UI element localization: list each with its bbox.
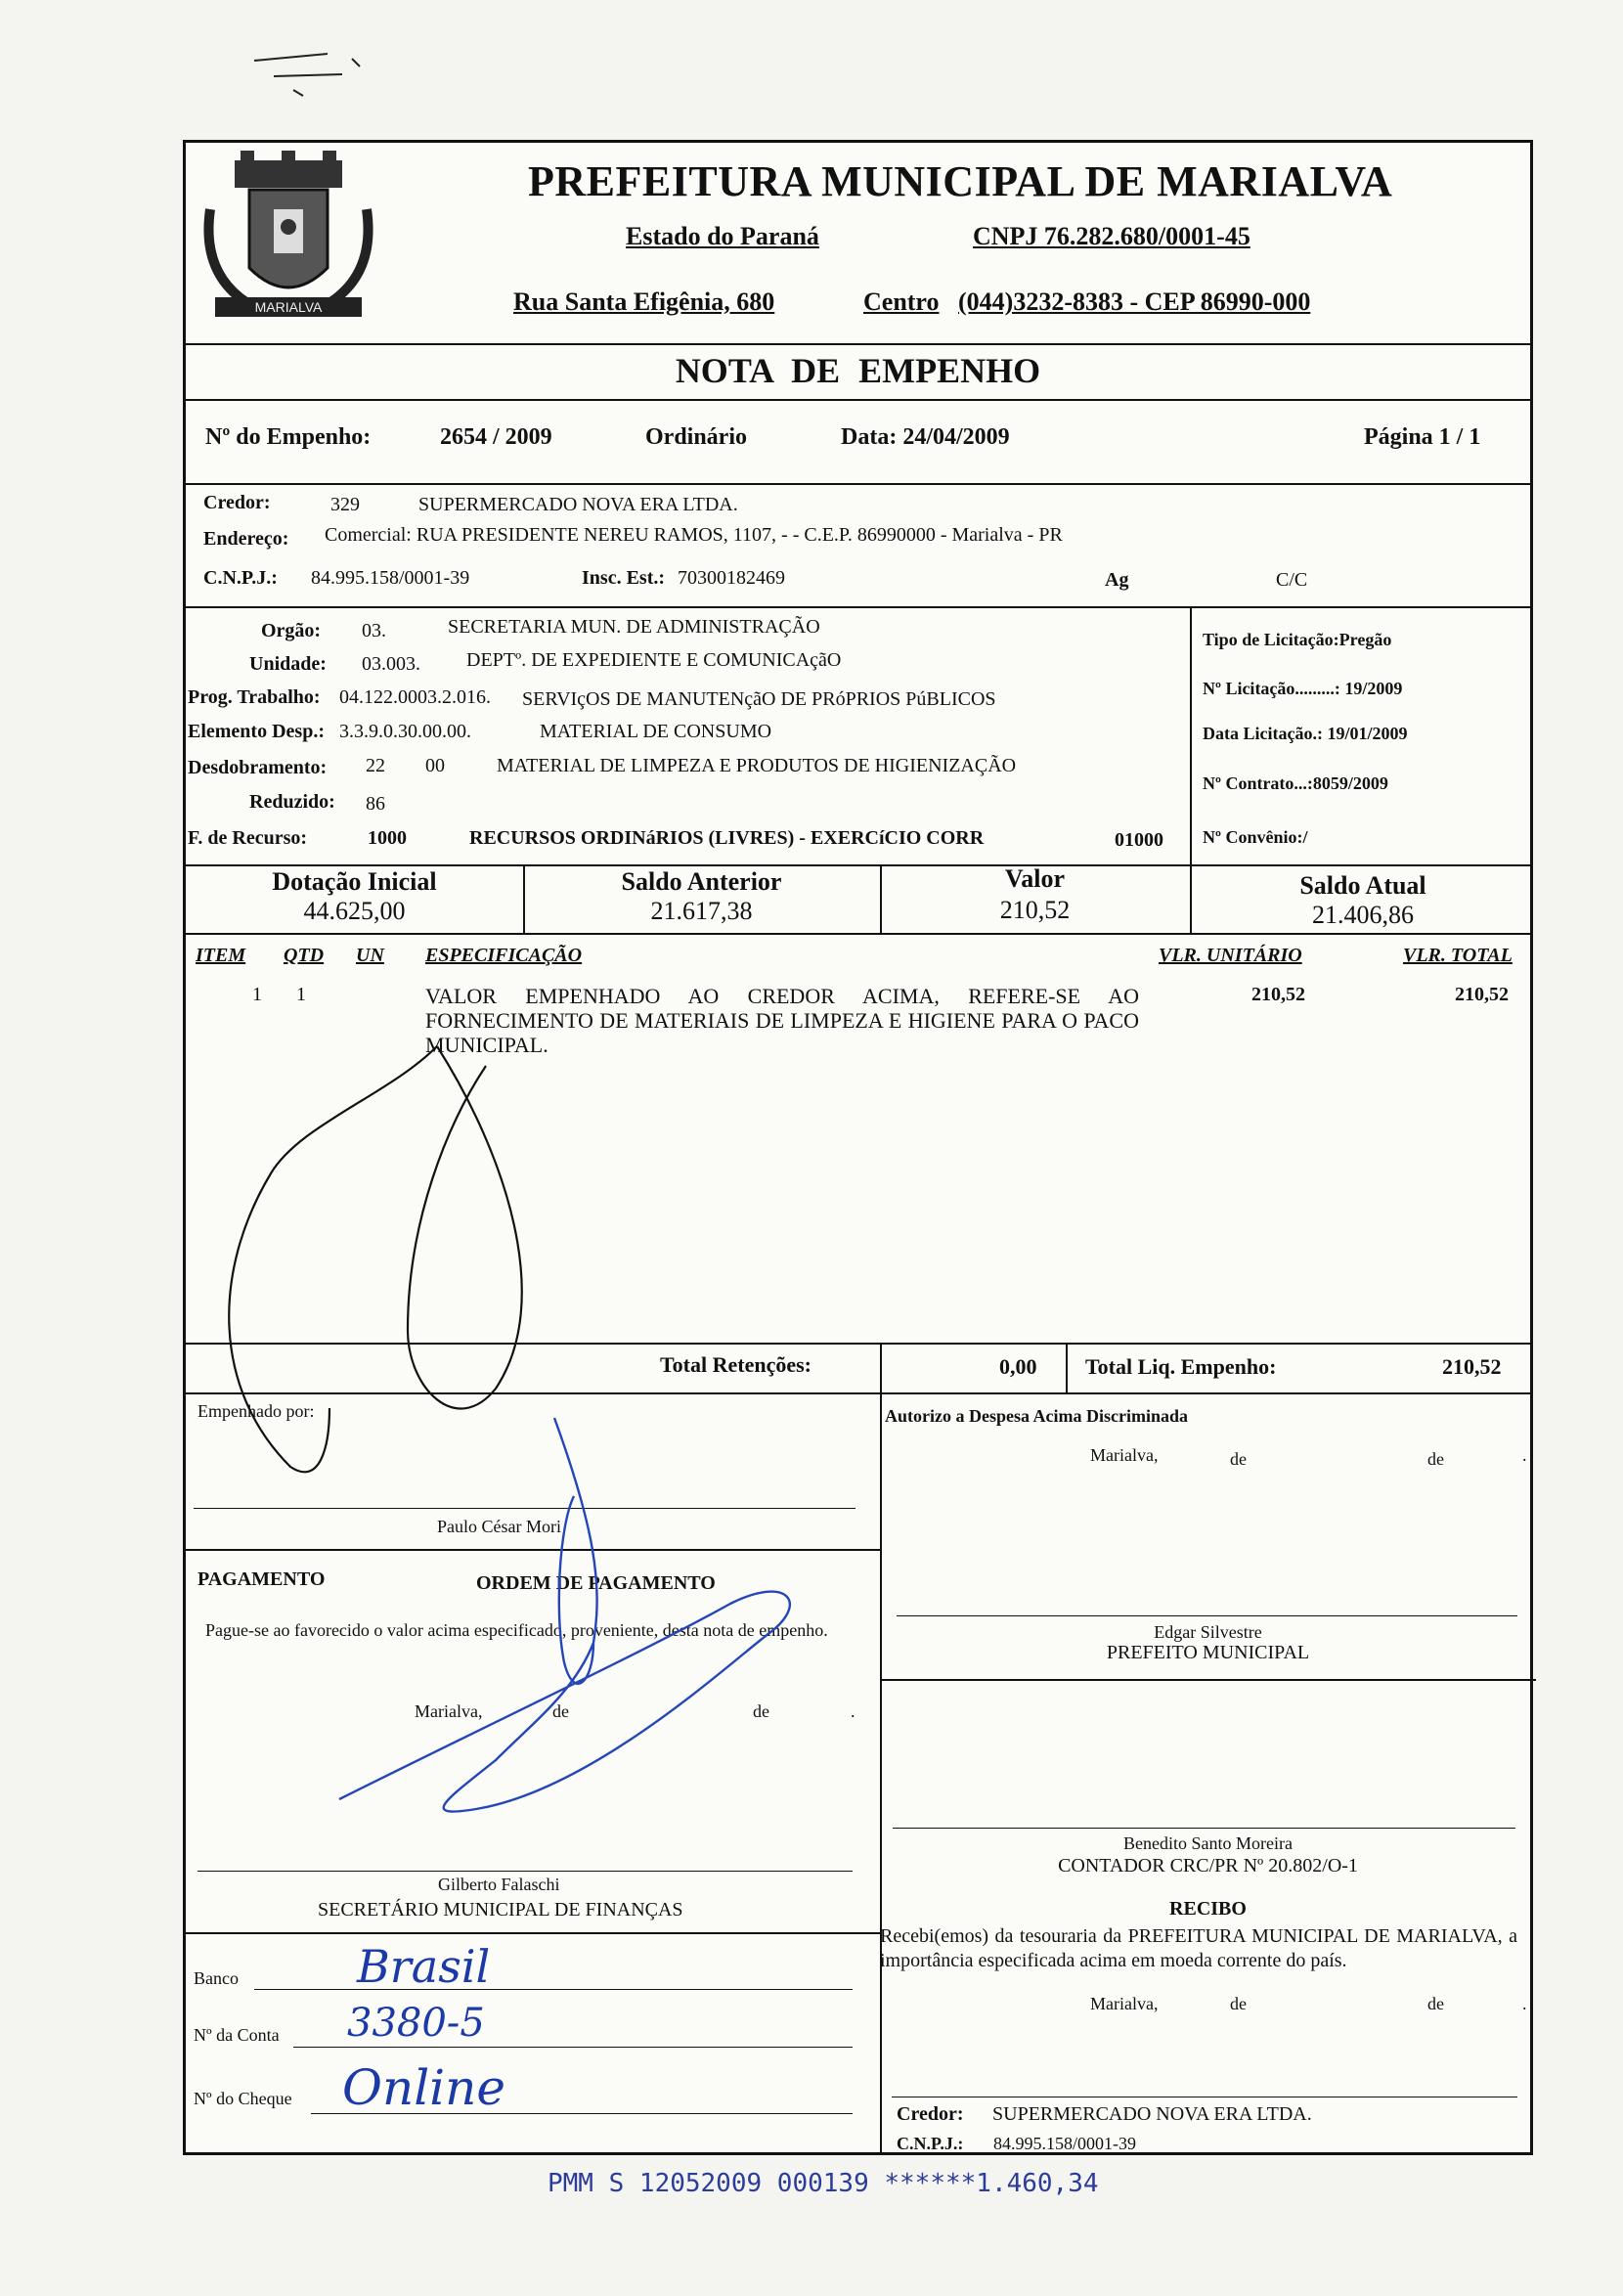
prog-code: 04.122.0003.2.016. [339,686,491,708]
total-liquido-label: Total Liq. Empenho: [1085,1354,1277,1379]
credor-insc: 70300182469 [678,567,785,589]
credor-ag-label: Ag [1105,569,1129,591]
recibo-credor-name: SUPERMERCADO NOVA ERA LTDA. [992,2103,1312,2125]
recibo-de2: de [1427,1994,1444,2013]
pagamento-place: Marialva, [415,1701,483,1721]
col-qtd: QTD [284,945,325,966]
credor-address-label: Endereço: [203,528,289,550]
orgao-code: 03. [362,620,386,641]
recurso-code: 1000 [368,827,407,849]
unidade-label: Unidade: [249,653,327,675]
pague-se-text: Pague-se ao favorecido o valor acima especificado, proveniente, desta nota de empenho. [205,1620,828,1640]
recibo-title: RECIBO [1169,1898,1247,1920]
credor-code: 329 [330,494,360,515]
desdobramento-name: MATERIAL DE LIMPEZA E PRODUTOS DE HIGIENIZAÇÃO [497,755,1017,776]
saldo-atual-value: 21.406,86 [1312,901,1414,929]
cheque-value: Online [342,2059,505,2116]
pagamento-dot: . [851,1701,855,1721]
doc-title: NOTA DE EMPENHO [675,351,1041,390]
item-vlr-unitario: 210,52 [1251,984,1305,1005]
orgao-label: Orgão: [261,620,322,641]
empenhado-por-label: Empenhado por: [197,1401,315,1421]
autorizo-de2: de [1427,1449,1444,1469]
licitacao-numero: Nº Licitação.........: 19/2009 [1203,679,1403,698]
credor-cnpj: 84.995.158/0001-39 [311,567,470,589]
col-item: ITEM [196,945,246,966]
col-vlr-unitario: VLR. UNITÁRIO [1159,945,1302,966]
signature-strokes [183,978,867,1965]
header-phone-cep: (044)3232-8383 - CEP 86990-000 [958,287,1311,316]
credor-address: Comercial: RUA PRESIDENTE NEREU RAMOS, 1107, - - C.E.P. 86990000 - Marialva - PR [325,524,1063,546]
dotacao-inicial-label: Dotação Inicial [272,867,437,896]
col-especificacao: ESPECIFICAÇÃO [425,945,583,966]
ordem-pagamento-label: ORDEM DE PAGAMENTO [476,1572,716,1594]
credor-cnpj-label: C.N.P.J.: [203,567,278,589]
contador-title: CONTADOR CRC/PR Nº 20.802/O-1 [1058,1855,1358,1877]
secretario-name: Gilberto Falaschi [438,1875,560,1894]
header-address: Rua Santa Efigênia, 680 [513,287,775,316]
credor-name: SUPERMERCADO NOVA ERA LTDA. [418,494,738,515]
dotacao-inicial-value: 44.625,00 [303,897,406,925]
empenho-number: 2654 / 2009 [440,424,552,450]
recibo-cnpj: 84.995.158/0001-39 [993,2134,1136,2153]
desdobramento-label: Desdobramento: [188,757,328,778]
prog-name: SERVIçOS DE MANUTENçãO DE PRóPRIOS PúBLICOS [522,688,996,710]
banco-value: Brasil [357,1940,491,1993]
cheque-label: Nº do Cheque [194,2089,292,2108]
item-especificacao: VALOR EMPENHADO AO CREDOR ACIMA, REFERE-SE AO FORNECIMENTO DE MATERIAIS DE LIMPEZA E HIGIENE PARA O PACO MUNICIPAL. [425,984,1139,1057]
recibo-de1: de [1230,1994,1247,2013]
coat-of-arms-icon [196,151,381,336]
valor-value: 210,52 [999,896,1071,924]
licitacao-tipo: Tipo de Licitação:Pregão [1203,630,1392,649]
empenho-label: Nº do Empenho: [205,424,372,450]
licitacao-convenio: Nº Convênio:/ [1203,827,1308,847]
saldo-anterior-value: 21.617,38 [650,897,753,925]
item-qtd: 1 [296,984,306,1005]
autorizo-place: Marialva, [1090,1445,1159,1465]
pagamento-label: PAGAMENTO [197,1568,326,1590]
desdobramento-code2: 00 [425,755,445,776]
pagamento-de2: de [753,1701,769,1721]
empenho-page: Página 1 / 1 [1364,424,1481,450]
valor-label: Valor [1004,864,1066,893]
empenho-type: Ordinário [645,424,748,450]
col-vlr-total: VLR. TOTAL [1403,945,1513,966]
item-vlr-total: 210,52 [1455,984,1509,1005]
licitacao-data: Data Licitação.: 19/01/2009 [1203,724,1408,743]
saldo-atual-label: Saldo Atual [1299,871,1426,900]
recibo-credor-label: Credor: [897,2103,964,2125]
recibo-place: Marialva, [1090,1994,1159,2013]
saldo-anterior-label: Saldo Anterior [621,867,782,896]
reduzido-label: Reduzido: [249,791,335,813]
credor-insc-label: Insc. Est.: [582,567,666,589]
autorizo-dot: . [1522,1445,1527,1465]
desdobramento-code1: 22 [366,755,385,776]
credor-label: Credor: [203,492,271,513]
recibo-dot: . [1522,1994,1527,2013]
empenho-date: Data: 24/04/2009 [841,424,1010,450]
total-retencoes-label: Total Retenções: [660,1352,812,1377]
banco-label: Banco [194,1968,239,1988]
licitacao-contrato: Nº Contrato...:8059/2009 [1203,773,1388,793]
page-title: PREFEITURA MUNICIPAL DE MARIALVA [528,157,1393,205]
conta-value: 3380-5 [347,2001,485,2046]
unidade-code: 03.003. [362,653,420,675]
recurso-label: F. de Recurso: [188,827,308,849]
total-liquido-value: 210,52 [1442,1354,1502,1379]
recibo-text: Recebi(emos) da tesouraria da PREFEITURA MUNICIPAL DE MARIALVA, a importância especificada acima em moeda corrente do país. [880,1925,1517,1971]
recibo-cnpj-label: C.N.P.J.: [897,2134,964,2153]
seal-text: MARIALVA [254,299,323,315]
header-state: Estado do Paraná [626,222,819,250]
autorizo-de1: de [1230,1449,1247,1469]
elemento-label: Elemento Desp.: [188,721,325,742]
header-center: Centro [863,287,940,316]
elemento-code: 3.3.9.0.30.00.00. [339,721,471,742]
prog-label: Prog. Trabalho: [188,686,321,708]
autorizo-text: Autorizo a Despesa Acima Discriminada [885,1406,1188,1426]
total-retencoes-value: 0,00 [999,1354,1037,1379]
conta-label: Nº da Conta [194,2025,280,2045]
prefeito-title: PREFEITO MUNICIPAL [1106,1642,1310,1663]
empenhado-por-name: Paulo César Mori [437,1517,561,1536]
header-cnpj: CNPJ 76.282.680/0001-45 [973,222,1250,250]
credor-cc-label: C/C [1276,569,1308,591]
orgao-name: SECRETARIA MUN. DE ADMINISTRAÇÃO [448,616,820,638]
contador-name: Benedito Santo Moreira [1123,1833,1293,1853]
prefeito-name: Edgar Silvestre [1154,1622,1262,1642]
pagamento-de1: de [552,1701,569,1721]
payment-stamp: PMM S 12052009 000139 ******1.460,34 [548,2169,1099,2198]
elemento-name: MATERIAL DE CONSUMO [540,721,772,742]
recurso-name: RECURSOS ORDINáRIOS (LIVRES) - EXERCíCIO CORR [469,827,985,849]
recurso-code2: 01000 [1115,829,1163,851]
col-un: UN [356,945,384,966]
secretario-title: SECRETÁRIO MUNICIPAL DE FINANÇAS [318,1899,683,1921]
scan-marks [235,29,469,147]
reduzido-value: 86 [366,793,385,815]
item-number: 1 [252,984,262,1005]
unidade-name: DEPTº. DE EXPEDIENTE E COMUNICAçãO [466,649,842,671]
